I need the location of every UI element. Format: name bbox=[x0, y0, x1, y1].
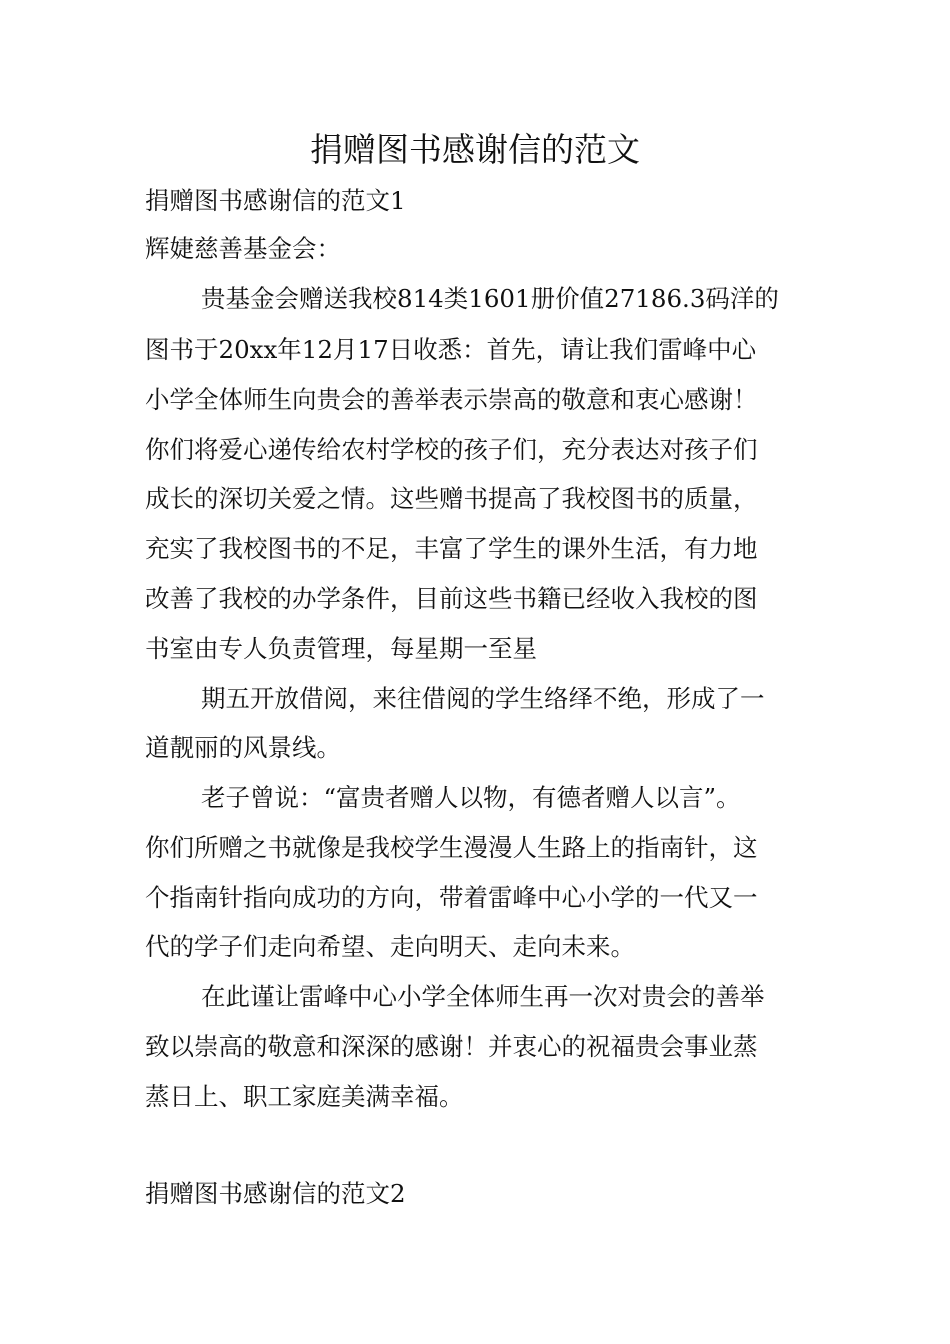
paragraph-1-line: 贵基金会赠送我校814类1601册价值27186.3码洋的 bbox=[201, 284, 779, 313]
paragraph-4-line: 蒸日上、职工家庭美满幸福。 bbox=[145, 1082, 464, 1111]
paragraph-1-line: 你们将爱心递传给农村学校的孩子们，充分表达对孩子们 bbox=[145, 435, 758, 464]
paragraph-1-line: 改善了我校的办学条件，目前这些书籍已经收入我校的图 bbox=[145, 584, 758, 613]
paragraph-4-line: 在此谨让雷峰中心小学全体师生再一次对贵会的善举 bbox=[201, 982, 765, 1011]
paragraph-3-line: 你们所赠之书就像是我校学生漫漫人生路上的指南针，这 bbox=[145, 833, 758, 862]
paragraph-1-line: 图书于20xx年12月17日收悉：首先，请让我们雷峰中心 bbox=[145, 335, 757, 364]
paragraph-2-line: 期五开放借阅，来往借阅的学生络绎不绝，形成了一 bbox=[201, 684, 765, 713]
salutation: 辉婕慈善基金会： bbox=[145, 234, 341, 263]
paragraph-1-line: 成长的深切关爱之情。这些赠书提高了我校图书的质量， bbox=[145, 484, 758, 513]
paragraph-1-line: 书室由专人负责管理，每星期一至星 bbox=[145, 634, 537, 663]
section-heading-2: 捐赠图书感谢信的范文2 bbox=[145, 1179, 406, 1208]
paragraph-3-line: 代的学子们走向希望、走向明天、走向未来。 bbox=[145, 932, 635, 961]
section-heading-1: 捐赠图书感谢信的范文1 bbox=[145, 186, 406, 215]
paragraph-1-line: 充实了我校图书的不足，丰富了学生的课外生活，有力地 bbox=[145, 534, 758, 563]
paragraph-3-line: 个指南针指向成功的方向，带着雷峰中心小学的一代又一 bbox=[145, 883, 758, 912]
paragraph-1-line: 小学全体师生向贵会的善举表示崇高的敬意和衷心感谢！ bbox=[145, 385, 758, 414]
document-title: 捐赠图书感谢信的范文 bbox=[310, 130, 640, 169]
paragraph-2-line: 道靓丽的风景线。 bbox=[145, 733, 341, 762]
paragraph-3-line: 老子曾说：“富贵者赠人以物，有德者赠人以言”。 bbox=[201, 783, 741, 812]
paragraph-4-line: 致以崇高的敬意和深深的感谢！并衷心的祝福贵会事业蒸 bbox=[145, 1032, 758, 1061]
